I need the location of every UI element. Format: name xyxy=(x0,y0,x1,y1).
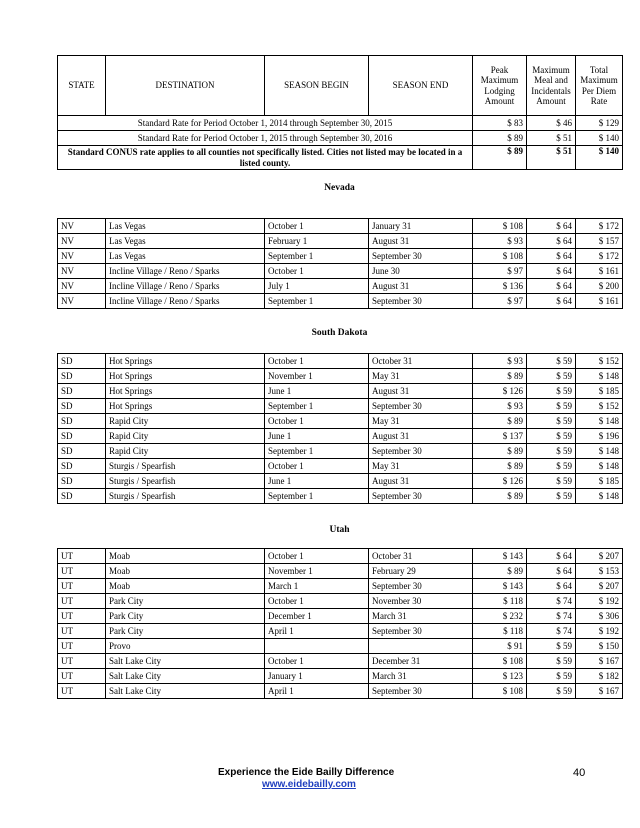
meals-cell: $ 64 xyxy=(527,264,576,279)
lodging-cell: $ 136 xyxy=(473,279,527,294)
state-cell: UT xyxy=(58,684,106,699)
season-begin-cell: October 1 xyxy=(265,549,369,564)
season-end-cell: September 30 xyxy=(369,294,473,309)
total-cell: $ 200 xyxy=(576,279,623,294)
table-row xyxy=(58,564,623,579)
state-cell: UT xyxy=(58,564,106,579)
state-cell: UT xyxy=(58,654,106,669)
lodging-cell: $ 89 xyxy=(473,459,527,474)
season-end-cell: September 30 xyxy=(369,249,473,264)
lodging-cell: $ 232 xyxy=(473,609,527,624)
destination-cell: Las Vegas xyxy=(106,234,265,249)
lodging-cell: $ 126 xyxy=(473,474,527,489)
meals-cell: $ 64 xyxy=(527,549,576,564)
standard-total: $ 129 xyxy=(576,116,623,131)
destination-cell: Rapid City xyxy=(106,414,265,429)
standard-total: $ 140 xyxy=(576,131,623,146)
destination-cell: Park City xyxy=(106,609,265,624)
destination-cell: Salt Lake City xyxy=(106,654,265,669)
destination-cell: Las Vegas xyxy=(106,219,265,234)
state-cell: NV xyxy=(58,264,106,279)
utah-table xyxy=(57,548,623,699)
state-cell: NV xyxy=(58,279,106,294)
meals-cell: $ 64 xyxy=(527,564,576,579)
state-cell: NV xyxy=(58,294,106,309)
season-begin-cell: October 1 xyxy=(265,414,369,429)
season-end-cell: August 31 xyxy=(369,234,473,249)
lodging-cell: $ 123 xyxy=(473,669,527,684)
standard-rate-label: Standard Rate for Period October 1, 2015 through September 30, 2016 xyxy=(58,131,473,146)
meals-cell: $ 74 xyxy=(527,594,576,609)
destination-cell: Hot Springs xyxy=(106,354,265,369)
meals-cell: $ 74 xyxy=(527,624,576,639)
meals-cell: $ 74 xyxy=(527,609,576,624)
total-cell: $ 152 xyxy=(576,399,623,414)
table-row xyxy=(58,234,623,249)
table-row xyxy=(58,264,623,279)
table-row xyxy=(58,609,623,624)
standard-lodging: $ 83 xyxy=(473,116,527,131)
season-begin-cell: October 1 xyxy=(265,354,369,369)
season-end-cell: May 31 xyxy=(369,414,473,429)
lodging-cell: $ 91 xyxy=(473,639,527,654)
state-cell: UT xyxy=(58,669,106,684)
season-end-cell: March 31 xyxy=(369,609,473,624)
season-begin-cell xyxy=(265,639,369,654)
standard-meals: $ 46 xyxy=(527,116,576,131)
destination-cell: Moab xyxy=(106,564,265,579)
total-cell: $ 207 xyxy=(576,549,623,564)
total-cell: $ 185 xyxy=(576,384,623,399)
table-row xyxy=(58,684,623,699)
total-cell: $ 207 xyxy=(576,579,623,594)
destination-cell: Moab xyxy=(106,549,265,564)
table-row xyxy=(58,384,623,399)
season-begin-cell: September 1 xyxy=(265,489,369,504)
season-end-cell: August 31 xyxy=(369,474,473,489)
total-cell: $ 161 xyxy=(576,294,623,309)
season-begin-cell: February 1 xyxy=(265,234,369,249)
col-header-destination: DESTINATION xyxy=(106,56,265,116)
meals-cell: $ 59 xyxy=(527,684,576,699)
lodging-cell: $ 143 xyxy=(473,549,527,564)
state-cell: SD xyxy=(58,384,106,399)
meals-cell: $ 59 xyxy=(527,474,576,489)
state-cell: SD xyxy=(58,444,106,459)
table-row xyxy=(58,354,623,369)
meals-cell: $ 59 xyxy=(527,489,576,504)
meals-cell: $ 64 xyxy=(527,219,576,234)
season-end-cell: June 30 xyxy=(369,264,473,279)
state-cell: UT xyxy=(58,579,106,594)
season-begin-cell: April 1 xyxy=(265,624,369,639)
total-cell: $ 167 xyxy=(576,684,623,699)
total-cell: $ 152 xyxy=(576,354,623,369)
meals-cell: $ 64 xyxy=(527,249,576,264)
meals-cell: $ 59 xyxy=(527,354,576,369)
table-row xyxy=(58,459,623,474)
meals-cell: $ 59 xyxy=(527,459,576,474)
total-cell: $ 148 xyxy=(576,489,623,504)
season-end-cell: March 31 xyxy=(369,669,473,684)
season-end-cell xyxy=(369,639,473,654)
total-cell: $ 148 xyxy=(576,444,623,459)
season-begin-cell: September 1 xyxy=(265,294,369,309)
season-begin-cell: June 1 xyxy=(265,429,369,444)
season-end-cell: November 30 xyxy=(369,594,473,609)
destination-cell: Salt Lake City xyxy=(106,684,265,699)
table-row xyxy=(58,489,623,504)
lodging-cell: $ 97 xyxy=(473,294,527,309)
season-end-cell: August 31 xyxy=(369,279,473,294)
meals-cell: $ 59 xyxy=(527,669,576,684)
season-end-cell: September 30 xyxy=(369,444,473,459)
destination-cell: Rapid City xyxy=(106,429,265,444)
state-cell: NV xyxy=(58,249,106,264)
lodging-cell: $ 143 xyxy=(473,579,527,594)
lodging-cell: $ 93 xyxy=(473,234,527,249)
total-cell: $ 153 xyxy=(576,564,623,579)
season-end-cell: October 31 xyxy=(369,549,473,564)
season-end-cell: May 31 xyxy=(369,369,473,384)
lodging-cell: $ 118 xyxy=(473,594,527,609)
total-cell: $ 148 xyxy=(576,414,623,429)
season-begin-cell: October 1 xyxy=(265,459,369,474)
nevada-table xyxy=(57,218,623,309)
table-row xyxy=(58,639,623,654)
season-begin-cell: January 1 xyxy=(265,669,369,684)
lodging-cell: $ 89 xyxy=(473,489,527,504)
season-begin-cell: March 1 xyxy=(265,579,369,594)
destination-cell: Hot Springs xyxy=(106,369,265,384)
season-end-cell: September 30 xyxy=(369,684,473,699)
total-cell: $ 192 xyxy=(576,624,623,639)
destination-cell: Incline Village / Reno / Sparks xyxy=(106,264,265,279)
table-row xyxy=(58,444,623,459)
state-cell: SD xyxy=(58,399,106,414)
table-row xyxy=(58,654,623,669)
table-row xyxy=(58,579,623,594)
conus-meals: $ 51 xyxy=(527,146,576,170)
total-cell: $ 306 xyxy=(576,609,623,624)
total-cell: $ 167 xyxy=(576,654,623,669)
lodging-cell: $ 93 xyxy=(473,399,527,414)
standard-rate-row xyxy=(58,116,623,131)
state-cell: SD xyxy=(58,429,106,444)
season-end-cell: August 31 xyxy=(369,429,473,444)
season-end-cell: February 29 xyxy=(369,564,473,579)
season-begin-cell: October 1 xyxy=(265,654,369,669)
total-cell: $ 196 xyxy=(576,429,623,444)
season-end-cell: May 31 xyxy=(369,459,473,474)
table-row xyxy=(58,294,623,309)
season-begin-cell: November 1 xyxy=(265,564,369,579)
season-begin-cell: October 1 xyxy=(265,264,369,279)
total-cell: $ 161 xyxy=(576,264,623,279)
state-cell: UT xyxy=(58,639,106,654)
season-end-cell: September 30 xyxy=(369,399,473,414)
meals-cell: $ 59 xyxy=(527,654,576,669)
meals-cell: $ 59 xyxy=(527,369,576,384)
season-end-cell: September 30 xyxy=(369,624,473,639)
header-table xyxy=(57,55,623,170)
lodging-cell: $ 108 xyxy=(473,249,527,264)
lodging-cell: $ 89 xyxy=(473,564,527,579)
standard-rate-label: Standard Rate for Period October 1, 2014 through September 30, 2015 xyxy=(58,116,473,131)
standard-meals: $ 51 xyxy=(527,131,576,146)
col-header-lodging: Peak Maximum Lodging Amount xyxy=(473,56,527,116)
season-begin-cell: November 1 xyxy=(265,369,369,384)
lodging-cell: $ 126 xyxy=(473,384,527,399)
table-row xyxy=(58,474,623,489)
table-row xyxy=(58,219,623,234)
total-cell: $ 182 xyxy=(576,669,623,684)
destination-cell: Salt Lake City xyxy=(106,669,265,684)
season-end-cell: January 31 xyxy=(369,219,473,234)
col-header-meals: Maximum Meal and Incidentals Amount xyxy=(527,56,576,116)
meals-cell: $ 64 xyxy=(527,279,576,294)
destination-cell: Las Vegas xyxy=(106,249,265,264)
season-end-cell: September 30 xyxy=(369,579,473,594)
destination-cell: Moab xyxy=(106,579,265,594)
footer-website-link[interactable]: www.eidebailly.com xyxy=(262,779,356,790)
state-cell: UT xyxy=(58,609,106,624)
meals-cell: $ 59 xyxy=(527,429,576,444)
total-cell: $ 148 xyxy=(576,459,623,474)
season-begin-cell: October 1 xyxy=(265,219,369,234)
destination-cell: Park City xyxy=(106,594,265,609)
table-row xyxy=(58,549,623,564)
col-header-season-end: SEASON END xyxy=(369,56,473,116)
state-cell: UT xyxy=(58,624,106,639)
season-begin-cell: September 1 xyxy=(265,249,369,264)
table-row xyxy=(58,369,623,384)
standard-rate-row xyxy=(58,131,623,146)
state-cell: SD xyxy=(58,354,106,369)
lodging-cell: $ 89 xyxy=(473,369,527,384)
destination-cell: Sturgis / Spearfish xyxy=(106,489,265,504)
destination-cell: Incline Village / Reno / Sparks xyxy=(106,279,265,294)
season-end-cell: September 30 xyxy=(369,489,473,504)
standard-conus-row xyxy=(58,146,623,170)
lodging-cell: $ 89 xyxy=(473,414,527,429)
state-cell: NV xyxy=(58,219,106,234)
col-header-total: Total Maximum Per Diem Rate xyxy=(576,56,623,116)
page-number: 40 xyxy=(573,767,586,779)
state-cell: UT xyxy=(58,594,106,609)
lodging-cell: $ 108 xyxy=(473,684,527,699)
total-cell: $ 150 xyxy=(576,639,623,654)
destination-cell: Incline Village / Reno / Sparks xyxy=(106,294,265,309)
total-cell: $ 172 xyxy=(576,219,623,234)
season-begin-cell: July 1 xyxy=(265,279,369,294)
conus-lodging: $ 89 xyxy=(473,146,527,170)
meals-cell: $ 59 xyxy=(527,384,576,399)
table-row xyxy=(58,414,623,429)
total-cell: $ 185 xyxy=(576,474,623,489)
south-dakota-table xyxy=(57,353,623,504)
lodging-cell: $ 89 xyxy=(473,444,527,459)
total-cell: $ 148 xyxy=(576,369,623,384)
lodging-cell: $ 93 xyxy=(473,354,527,369)
season-end-cell: October 31 xyxy=(369,354,473,369)
table-row xyxy=(58,399,623,414)
col-header-season-begin: SEASON BEGIN xyxy=(265,56,369,116)
state-cell: SD xyxy=(58,474,106,489)
season-end-cell: August 31 xyxy=(369,384,473,399)
conus-note: Standard CONUS rate applies to all counties not specifically listed. Cities not listed may be located in a listed county. xyxy=(58,146,473,170)
col-header-state: STATE xyxy=(58,56,106,116)
season-begin-cell: September 1 xyxy=(265,444,369,459)
meals-cell: $ 59 xyxy=(527,414,576,429)
standard-lodging: $ 89 xyxy=(473,131,527,146)
lodging-cell: $ 108 xyxy=(473,654,527,669)
season-begin-cell: June 1 xyxy=(265,474,369,489)
total-cell: $ 192 xyxy=(576,594,623,609)
table-row xyxy=(58,249,623,264)
meals-cell: $ 59 xyxy=(527,444,576,459)
destination-cell: Hot Springs xyxy=(106,384,265,399)
season-begin-cell: October 1 xyxy=(265,594,369,609)
season-begin-cell: December 1 xyxy=(265,609,369,624)
lodging-cell: $ 108 xyxy=(473,219,527,234)
destination-cell: Hot Springs xyxy=(106,399,265,414)
destination-cell: Sturgis / Spearfish xyxy=(106,459,265,474)
section-title-utah: Utah xyxy=(329,525,350,535)
state-cell: SD xyxy=(58,459,106,474)
meals-cell: $ 64 xyxy=(527,294,576,309)
total-cell: $ 157 xyxy=(576,234,623,249)
section-title-south-dakota: South Dakota xyxy=(311,328,368,338)
table-row xyxy=(58,624,623,639)
state-cell: NV xyxy=(58,234,106,249)
table-row xyxy=(58,429,623,444)
destination-cell: Sturgis / Spearfish xyxy=(106,474,265,489)
season-begin-cell: September 1 xyxy=(265,399,369,414)
state-cell: UT xyxy=(58,549,106,564)
table-row xyxy=(58,279,623,294)
season-begin-cell: April 1 xyxy=(265,684,369,699)
total-cell: $ 172 xyxy=(576,249,623,264)
destination-cell: Rapid City xyxy=(106,444,265,459)
state-cell: SD xyxy=(58,489,106,504)
table-row xyxy=(58,594,623,609)
meals-cell: $ 59 xyxy=(527,399,576,414)
lodging-cell: $ 97 xyxy=(473,264,527,279)
meals-cell: $ 64 xyxy=(527,579,576,594)
lodging-cell: $ 118 xyxy=(473,624,527,639)
destination-cell: Park City xyxy=(106,624,265,639)
table-row xyxy=(58,669,623,684)
meals-cell: $ 64 xyxy=(527,234,576,249)
season-end-cell: December 31 xyxy=(369,654,473,669)
lodging-cell: $ 137 xyxy=(473,429,527,444)
footer-tagline: Experience the Eide Bailly Difference xyxy=(218,767,395,778)
state-cell: SD xyxy=(58,414,106,429)
section-title-nevada: Nevada xyxy=(324,183,355,193)
state-cell: SD xyxy=(58,369,106,384)
meals-cell: $ 59 xyxy=(527,639,576,654)
destination-cell: Provo xyxy=(106,639,265,654)
season-begin-cell: June 1 xyxy=(265,384,369,399)
conus-total: $ 140 xyxy=(576,146,623,170)
